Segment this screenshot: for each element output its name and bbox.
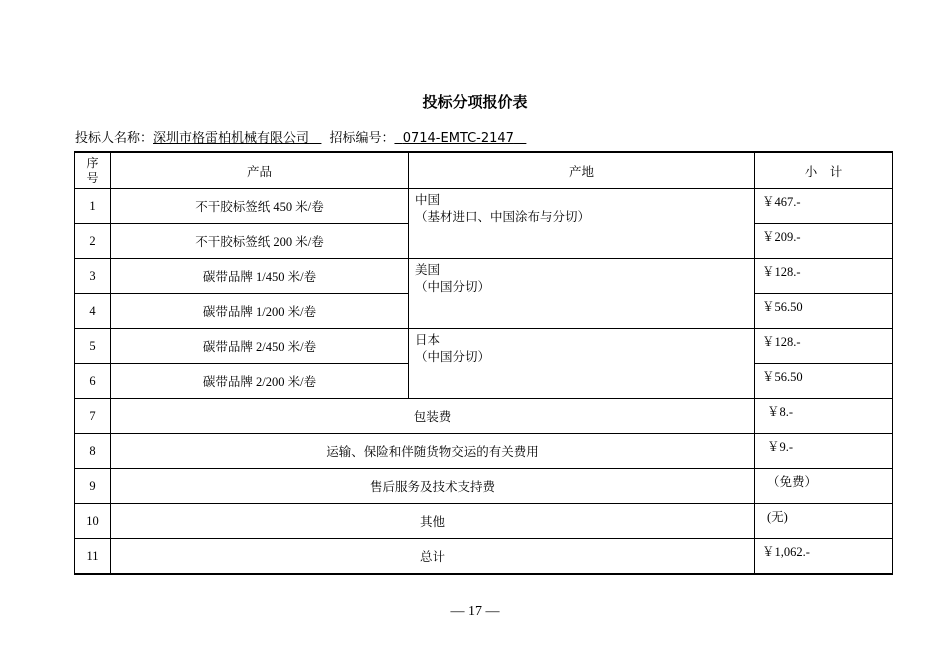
row-number: 9 [75,469,111,504]
row-number: 3 [75,259,111,294]
bid-number-tail-pad [514,131,526,146]
product-name: 碳带品牌 2/450 米/卷 [111,329,409,364]
table-row-total [75,539,893,575]
fee-item: 其他 [111,504,755,539]
fee-item: 包装费 [111,399,755,434]
page-title: 投标分项报价表 [422,93,528,111]
origin-cell: 中国 （基材进口、中国涂布与分切） [409,189,755,259]
fee-item: 售后服务及技术支持费 [111,469,755,504]
header-seq: 序 号 [75,152,111,189]
table-row [75,399,893,434]
total-price: ￥1,062.- [755,539,893,575]
price-cell: ￥56.50 [755,294,893,329]
product-name: 不干胶标签纸 450 米/卷 [111,189,409,224]
price-cell: ￥467.- [755,189,893,224]
bidder-name: 深圳市格雷柏机械有限公司 [153,131,310,146]
row-number: 2 [75,224,111,259]
row-number: 10 [75,504,111,539]
bid-number: 0714-EMTC-2147 [402,131,514,146]
product-name: 碳带品牌 2/200 米/卷 [111,364,409,399]
header-origin: 产地 [409,152,755,189]
bidder-label: 投标人名称： [75,131,154,146]
table-row [75,504,893,539]
bid-info-line [75,127,526,146]
fee-item: 运输、保险和伴随货物交运的有关费用 [111,434,755,469]
origin-cell: 美国 （中国分切） [409,259,755,329]
row-number: 8 [75,434,111,469]
price-cell: ￥209.- [755,224,893,259]
origin-cell: 日本 （中国分切） [409,329,755,399]
bid-number-lead-pad [394,131,402,146]
page-number: — 17 — [450,604,500,619]
row-number: 7 [75,399,111,434]
price-cell: ￥128.- [755,329,893,364]
product-name: 不干胶标签纸 200 米/卷 [111,224,409,259]
table-row [75,259,893,294]
price-cell: （免费） [755,469,893,504]
table-header-row [75,152,893,189]
row-number: 6 [75,364,111,399]
price-cell: ￥8.- [755,399,893,434]
price-cell: ￥56.50 [755,364,893,399]
price-cell: (无) [755,504,893,539]
product-name: 碳带品牌 1/200 米/卷 [111,294,409,329]
product-name: 碳带品牌 1/450 米/卷 [111,259,409,294]
total-label: 总计 [111,539,755,575]
header-product: 产品 [111,152,409,189]
header-subtotal: 小 计 [755,152,893,189]
table-row [75,434,893,469]
table-row [75,189,893,224]
table-row [75,329,893,364]
row-number: 1 [75,189,111,224]
row-number: 5 [75,329,111,364]
row-number: 4 [75,294,111,329]
price-cell: ￥128.- [755,259,893,294]
bidder-name-underline-pad [309,131,321,146]
bid-number-label: 招标编号： [329,131,395,146]
row-number: 11 [75,539,111,575]
table-row [75,469,893,504]
price-cell: ￥9.- [755,434,893,469]
quote-table [74,151,893,575]
